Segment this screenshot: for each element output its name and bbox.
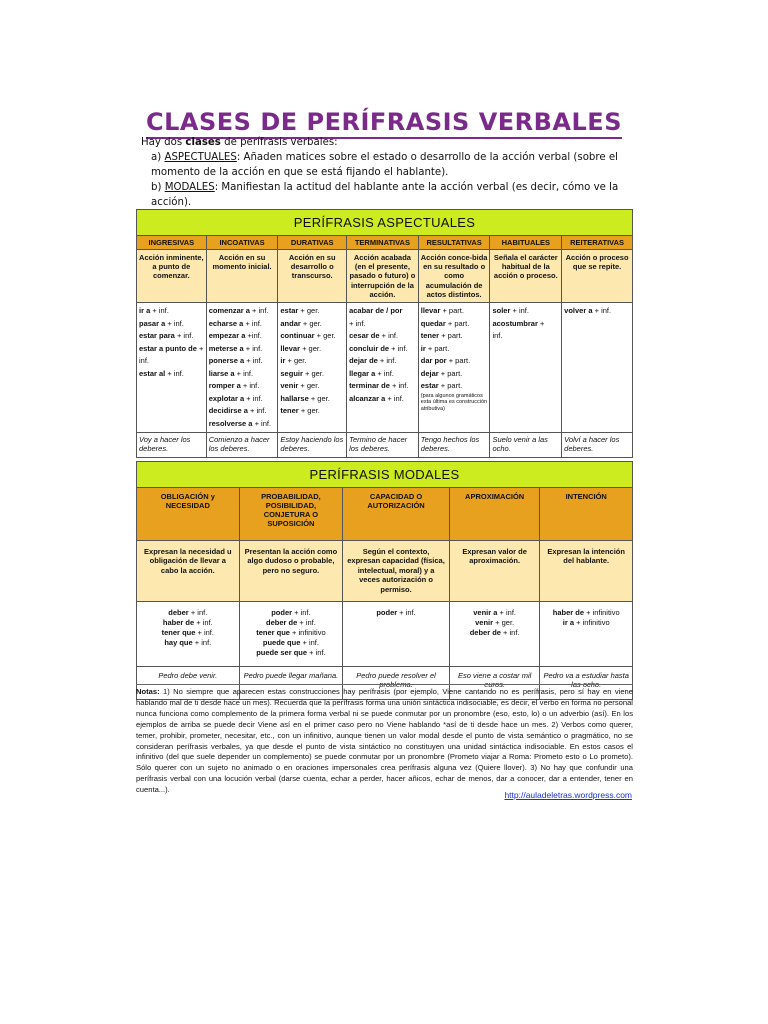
aspectual-forms — [278, 303, 347, 433]
aspectual-header: TERMINATIVAS — [347, 236, 419, 250]
aspectual-description: Acción en su momento inicial. — [206, 250, 278, 303]
modal-description: Expresan la necesidad u obligación de llevar a cabo la acción. — [137, 541, 240, 602]
page-title: CLASES DE PERÍFRASIS VERBALES — [0, 108, 768, 136]
estar-note: (para algunos gramáticos esta última es construcción atributiva) — [420, 392, 488, 412]
aspectual-2-form-1: andar + ger. — [280, 318, 322, 328]
aspectual-header: DURATIVAS — [278, 236, 347, 250]
aspectual-1-form-7: explotar a + inf. — [208, 393, 263, 403]
aspectual-2-form-7: hallarse + ger. — [280, 393, 330, 403]
aspectual-description: Acción o proceso que se repite. — [562, 250, 633, 303]
aspectual-1-form-4: ponerse a + inf. — [208, 356, 263, 366]
aspectual-1-form-3: meterse a + inf. — [208, 343, 263, 353]
aspectual-2-form-6: venir + ger. — [280, 381, 320, 391]
aspectual-0-form-2: estar para + inf. — [139, 331, 194, 341]
modales-title: PERÍFRASIS MODALES — [137, 462, 633, 488]
aspectual-4-form-5: dejar + part. — [420, 368, 463, 378]
modal-forms — [449, 602, 540, 667]
modal-header: PROBABILIDAD, POSIBILIDAD, CONJETURA O SUPOSICIÓN — [239, 488, 343, 541]
aspectual-2-form-0: estar + ger. — [280, 306, 320, 316]
aspectual-2-form-4: ir + ger. — [280, 356, 307, 366]
aspectual-4-form-4: dar por + part. — [420, 356, 471, 366]
aspectual-forms — [206, 303, 278, 433]
modal-1-form-1: deber de + inf. — [266, 618, 316, 627]
modal-0-form-1: haber de + inf. — [162, 618, 213, 627]
aspectual-4-form-6: estar + part. — [420, 381, 463, 391]
modal-1-form-4: puede ser que + inf. — [256, 648, 326, 657]
aspectual-3-form-7: alcanzar a + inf. — [349, 393, 404, 403]
modal-4-form-1: ir a + infinitivo — [562, 618, 610, 627]
intro-modales: b) MODALES: Manifiestan la actitud del hablante ante la acción verbal (es decir, cómo ve la acción). — [151, 182, 619, 208]
modal-forms — [343, 602, 450, 667]
modal-1-form-2: tener que + infinitivo — [256, 628, 326, 637]
modales-table — [136, 461, 633, 700]
modal-description: Presentan la acción como algo dudoso o probable, pero no seguro. — [239, 541, 343, 602]
aspectual-3-form-3: concluir de + inf. — [349, 343, 408, 353]
modal-1-form-0: poder + inf. — [271, 608, 311, 617]
modal-0-form-0: deber + inf. — [168, 608, 208, 617]
aspectual-example: Termino de hacer los deberes. — [347, 433, 419, 458]
modal-forms — [239, 602, 343, 667]
modal-header: INTENCIÓN — [540, 488, 633, 541]
aspectual-header: INCOATIVAS — [206, 236, 278, 250]
source-link[interactable]: http://auladeletras.wordpress.com — [504, 790, 632, 800]
modal-example: Pedro puede llegar mañana. — [239, 667, 343, 700]
modal-1-form-3: puede que + inf. — [262, 638, 319, 647]
aspectual-2-form-3: llevar + ger. — [280, 343, 322, 353]
aspectual-example: Tengo hechos los deberes. — [418, 433, 490, 458]
aspectual-description: Acción en su desarrollo o transcurso. — [278, 250, 347, 303]
modal-description: Según el contexto, expresan capacidad (física, intelectual, moral) y a veces autorización o permiso. — [343, 541, 450, 602]
aspectual-1-form-8: decidirse a + inf. — [208, 406, 267, 416]
modal-header: APROXIMACIÓN — [449, 488, 540, 541]
intro-line-1: Hay dos clases de perífrasis verbales: — [141, 137, 338, 148]
aspectual-description: Acción conce-bida en su resultado o como acumulación de actos distintos. — [418, 250, 490, 303]
aspectual-header: INGRESIVAS — [137, 236, 207, 250]
aspectual-5-form-2: inf. — [492, 331, 503, 341]
modal-header: OBLIGACIÓN y NECESIDAD — [137, 488, 240, 541]
aspectual-5-form-0: soler + inf. — [492, 306, 529, 316]
aspectual-header: HABITUALES — [490, 236, 562, 250]
aspectual-0-form-0: ir a + inf. — [139, 306, 169, 316]
aspectual-description: Acción acabada (en el presente, pasado o futuro) o interrupción de la acción. — [347, 250, 419, 303]
aspectual-description: Acción inminente, a punto de comenzar. — [137, 250, 207, 303]
aspectual-3-form-4: dejar de + inf. — [349, 356, 397, 366]
aspectual-3-form-6: terminar de + inf. — [349, 381, 409, 391]
aspectual-4-form-2: tener + part. — [420, 331, 463, 341]
modal-example: Eso viene a costar mil euros. — [449, 667, 540, 700]
intro-aspectuales: a) ASPECTUALES: Añaden matices sobre el estado o desarrollo de la acción verbal (sobre el momento de la acción en que se está fijando el hablante). — [151, 152, 618, 178]
modal-0-form-2: tener que + inf. — [161, 628, 214, 637]
aspectual-example: Voy a hacer los deberes. — [137, 433, 207, 458]
aspectual-example: Comienzo a hacer los deberes. — [206, 433, 278, 458]
modal-3-form-1: venir + ger. — [475, 618, 515, 627]
aspectual-3-form-1: + inf. — [349, 318, 366, 328]
notes-block — [136, 684, 633, 796]
modal-example: Pedro debe venir. — [137, 667, 240, 700]
aspectual-1-form-0: comenzar a + inf. — [208, 306, 269, 316]
aspectual-example: Suelo venir a las ocho. — [490, 433, 562, 458]
modal-example: Pedro puede resolver el problema. — [343, 667, 450, 700]
aspectual-forms — [347, 303, 419, 433]
modal-forms — [540, 602, 633, 667]
modal-forms — [137, 602, 240, 667]
aspectual-forms — [418, 303, 490, 433]
aspectual-example: Volví a hacer los deberes. — [562, 433, 633, 458]
aspectuales-title: PERÍFRASIS ASPECTUALES — [137, 210, 633, 236]
modal-description: Expresan la intención del hablante. — [540, 541, 633, 602]
aspectual-header: RESULTATIVAS — [418, 236, 490, 250]
aspectual-3-form-0: acabar de / por — [349, 306, 403, 316]
aspectual-0-form-1: pasar a + inf. — [139, 318, 184, 328]
notes-label: Notas: — [136, 687, 160, 696]
aspectual-example: Estoy haciendo los deberes. — [278, 433, 347, 458]
modal-0-form-3: hay que + inf. — [164, 638, 212, 647]
aspectual-2-form-5: seguir + ger. — [280, 368, 324, 378]
modal-3-form-2: deber de + inf. — [469, 628, 520, 637]
aspectual-forms — [137, 303, 207, 433]
modal-3-form-0: venir a + inf. — [473, 608, 516, 617]
aspectual-header: REITERATIVAS — [562, 236, 633, 250]
aspectual-0-form-4: estar al + inf. — [139, 368, 184, 378]
aspectual-1-form-1: echarse a + inf. — [208, 318, 262, 328]
aspectual-1-form-5: liarse a + inf. — [208, 368, 254, 378]
aspectual-0-form-3: estar a punto de + inf. — [139, 343, 204, 366]
aspectual-1-form-6: romper a + inf. — [208, 381, 260, 391]
aspectual-4-form-0: llevar + part. — [420, 306, 464, 316]
aspectual-3-form-5: llegar a + inf. — [349, 368, 394, 378]
aspectual-description: Señala el carácter habitual de la acción o proceso. — [490, 250, 562, 303]
aspectual-2-form-2: continuar + ger. — [280, 331, 336, 341]
aspectual-4-form-1: quedar + part. — [420, 318, 470, 328]
aspectual-4-form-3: ir + part. — [420, 343, 450, 353]
modal-4-form-0: haber de + infinitivo — [552, 608, 620, 617]
aspectual-1-form-9: resolverse a + inf. — [208, 418, 272, 428]
aspectual-1-form-2: empezar a +inf. — [208, 331, 262, 341]
modal-2-form-0: poder + inf. — [376, 608, 416, 617]
aspectual-6-form-0: volver a + inf. — [564, 306, 612, 316]
modal-example: Pedro va a estudiar hasta las ocho. — [540, 667, 633, 700]
aspectual-forms — [562, 303, 633, 433]
modal-header: CAPACIDAD O AUTORIZACIÓN — [343, 488, 450, 541]
aspectual-forms — [490, 303, 562, 433]
aspectual-5-form-1: acostumbrar + — [492, 318, 545, 328]
aspectual-3-form-2: cesar de + inf. — [349, 331, 399, 341]
aspectuales-table — [136, 209, 633, 458]
notes-text: 1) No siempre que aparecen estas construcciones hay perífrasis (por ejemplo, Viene cantando no es perífrasis, pero sí hay en viene hablando mal de ti desde hace un mes). Recuerda que la perífrasis forma una unión sintáctica indisociable, es decir, el verbo en forma no personal nunca funciona como complemento de la primera forma verbal ni se puede conmutar por un pronombre (eso, esto, lo) o un adverbio (así). En los ejemplos de arriba se puede decir Viene así en el primer caso pero no Viene hablando *así de ti desde hace un mes. 2) Verbos como querer, temer, prohibir, prometer, necesitar, etc., con un infinitivo, aunque tienen un valor modal desde el punto de vista semántico o pragmático, no se consideran perífrasis verbales, ya que desde el punto de vista sintáctico no constituyen una unidad sintáctica indisociable. En estos casos el infinitivo (del que suele depender un complemento) se puede conmutar por un pronombre (Prometo viajar a Roma: Prometo esto o Lo prometo). Sólo querer con un sujeto no animado o en oraciones impersonales crea perífrasis alguna vez (Quiere llover). 3) No hay que confundir una perífrasis verbal con una locución verbal (darse cuenta, echar a perder, hacer añicos, echar de menos, dar a conocer, dar a entender, tener en cuenta...). — [136, 687, 633, 795]
modal-description: Expresan valor de aproximación. — [449, 541, 540, 602]
aspectual-2-form-8: tener + ger. — [280, 406, 320, 416]
